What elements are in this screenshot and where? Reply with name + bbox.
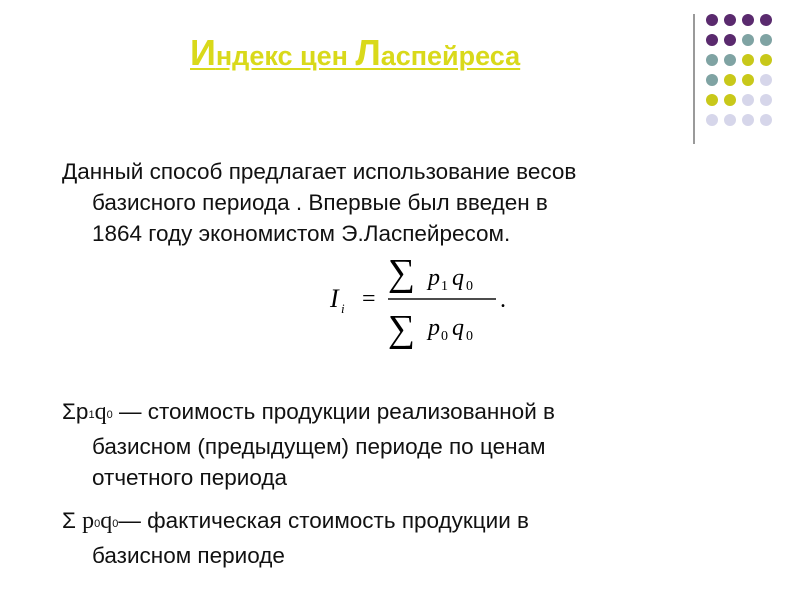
denominator-q: q: [452, 315, 464, 341]
decor-dot: [760, 114, 772, 126]
decor-dot: [742, 94, 754, 106]
numerator-q-sub: 0: [466, 279, 473, 294]
q-symbol: q: [94, 399, 107, 425]
decor-dot: [706, 54, 718, 66]
p1q0-text: — стоимость продукции реализованной в: [112, 399, 555, 424]
laspeyres-formula: [328, 253, 518, 349]
p-subscript: 0: [94, 518, 101, 530]
decor-dot: [706, 94, 718, 106]
decor-dot: [742, 74, 754, 86]
paragraph-p0q0: [62, 505, 742, 571]
title-initial-1: И: [190, 32, 216, 73]
decor-dot: [760, 74, 772, 86]
p1q0-line-3: отчетного периода: [92, 465, 287, 490]
denominator-sum: ∑: [388, 308, 416, 349]
decor-dot: [742, 14, 754, 26]
sigma-symbol: Σ: [62, 399, 76, 424]
decor-dot: [742, 34, 754, 46]
paragraph-p1q0: [62, 396, 742, 493]
decor-dot: [706, 74, 718, 86]
formula-equals: =: [362, 286, 376, 312]
p-symbol: p: [75, 399, 89, 424]
decor-dot: [724, 114, 736, 126]
decor-dot: [760, 14, 772, 26]
intro-line-1: Данный способ предлагает использование весов: [62, 159, 577, 184]
p0q0-line-1: [62, 508, 529, 533]
title-part-2: аспейреса: [380, 41, 521, 71]
denominator-q-sub: 0: [466, 329, 473, 344]
decor-dot: [742, 54, 754, 66]
decor-dot: [706, 14, 718, 26]
numerator-p: p: [428, 265, 440, 291]
decor-dot: [760, 54, 772, 66]
decor-dot: [760, 34, 772, 46]
sigma-symbol: Σ: [62, 508, 83, 533]
p1q0-line-2: базисном (предыдущем) периоде по ценам: [92, 434, 546, 459]
decor-dot: [724, 14, 736, 26]
numerator-p-sub: 1: [441, 279, 448, 294]
p1q0-line-1: [62, 399, 555, 424]
p0q0-line-2: базисном периоде: [92, 543, 285, 568]
intro-line-3: 1864 году экономистом Э.Ласпейресом.: [92, 221, 511, 246]
formula-lhs: I: [330, 284, 339, 313]
decor-dot: [724, 74, 736, 86]
q-symbol: q: [100, 508, 113, 534]
decor-dots: [0, 0, 800, 140]
p0q0-text: — фактическая стоимость продукции в: [118, 508, 530, 533]
paragraph-intro: [62, 156, 742, 249]
title-initial-2: Л: [355, 32, 381, 73]
p-symbol: p: [82, 508, 95, 534]
numerator-sum: ∑: [388, 253, 416, 294]
title-part-1: ндекс цен: [215, 41, 356, 71]
decor-dot: [724, 94, 736, 106]
formula-lhs-sub: i: [341, 301, 345, 316]
decor-dot: [706, 114, 718, 126]
denominator-p-sub: 0: [441, 329, 448, 344]
decor-dot: [724, 54, 736, 66]
p-subscript: 1: [88, 409, 95, 421]
numerator-q: q: [452, 265, 464, 291]
denominator-p: p: [428, 315, 440, 341]
decor-dot: [724, 34, 736, 46]
intro-line-2: базисного периода . Впервые был введен в: [92, 190, 548, 215]
decor-dot: [706, 34, 718, 46]
decor-dot: [742, 114, 754, 126]
q-subscript: 0: [106, 409, 113, 421]
formula-period: .: [500, 287, 506, 313]
q-subscript: 0: [112, 518, 119, 530]
decor-dot: [760, 94, 772, 106]
